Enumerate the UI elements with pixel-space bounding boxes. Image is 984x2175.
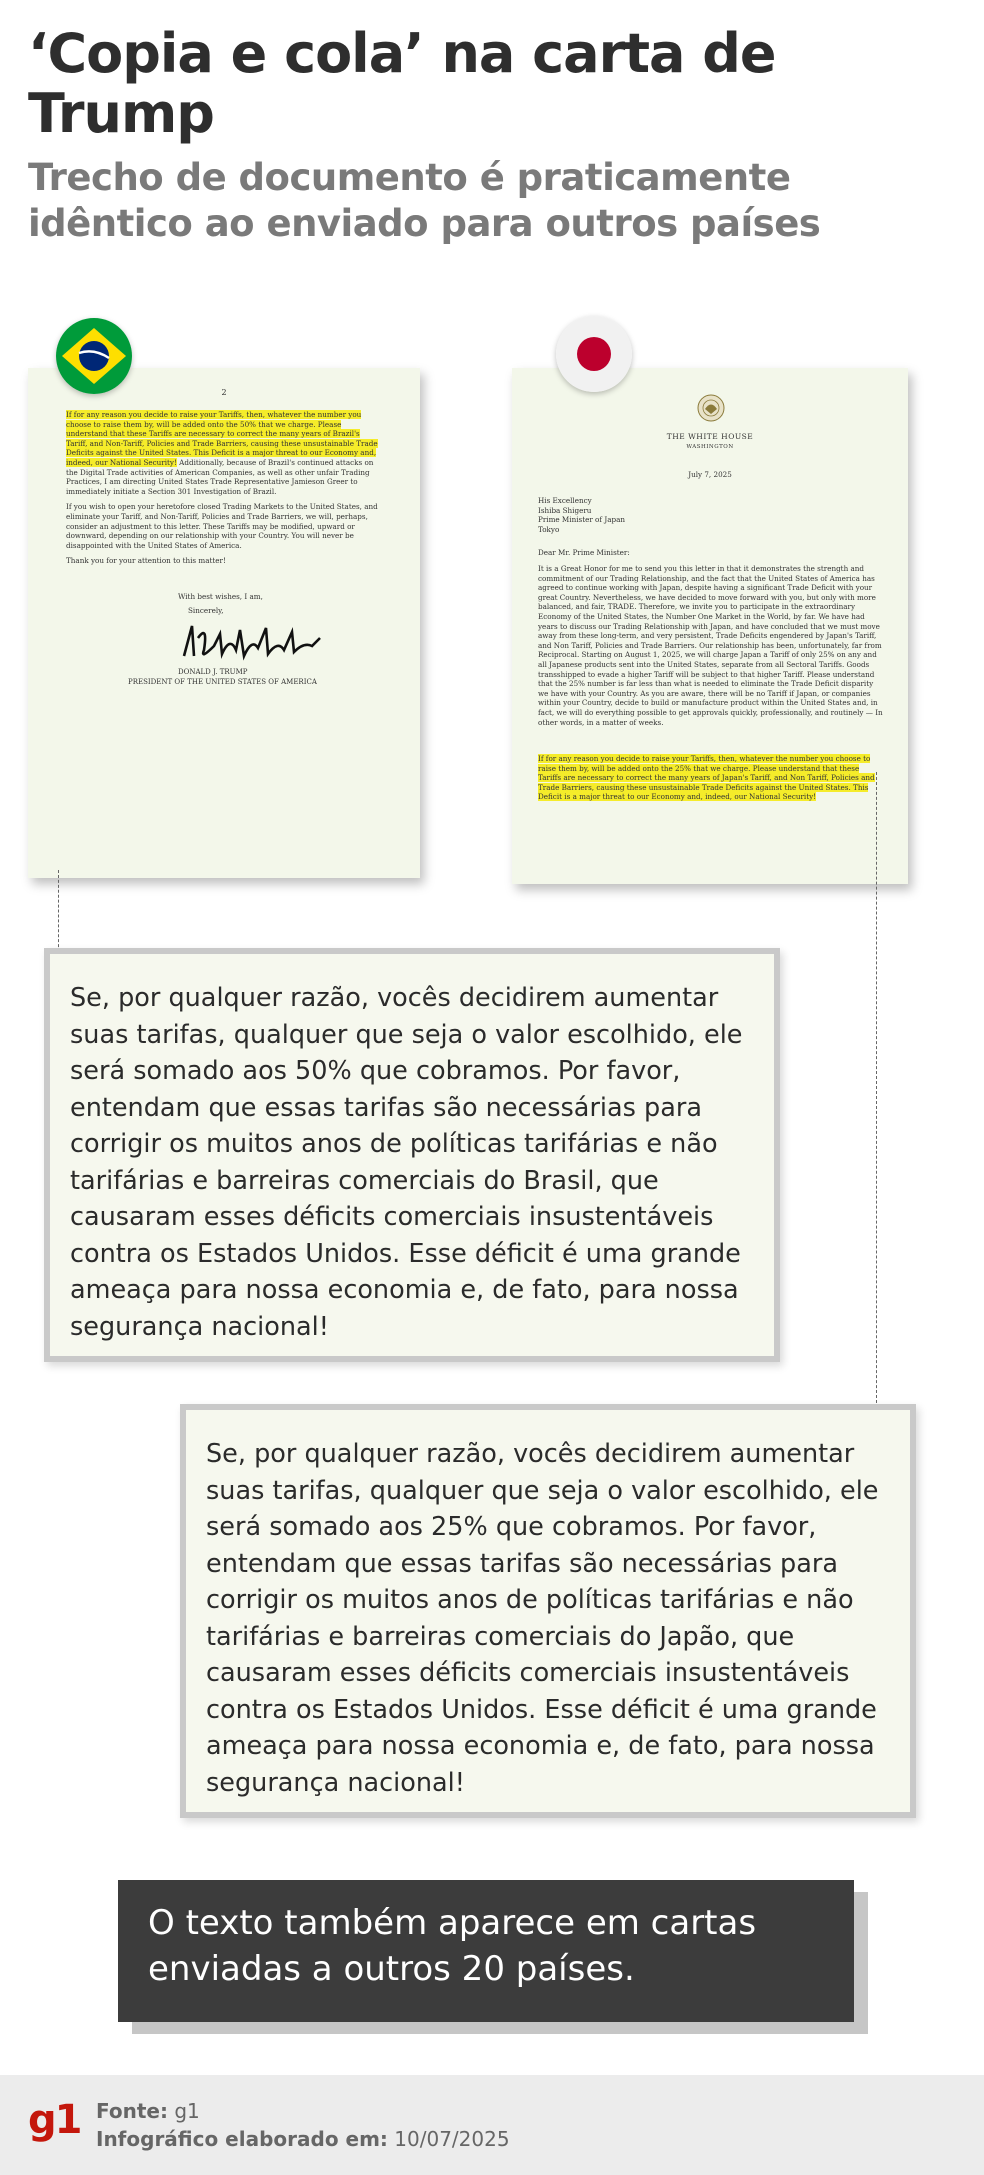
letter-closing: With best wishes, I am, xyxy=(178,592,263,601)
signer-title: PRESIDENT OF THE UNITED STATES OF AMERICA xyxy=(128,678,317,686)
translation-box-brazil: Se, por qualquer razão, vocês decidirem aumentar suas tarifas, qualquer que seja o valor escolhido, ele será somado aos 50% que cobramos. Por favor, entendam que essas tarifas são necessárias para corrigir os muitos anos de políticas tarifárias e não tarifárias e barreiras comerciais do Brasil, que causaram esses déficits comerciais insustentáveis contra os Estados Unidos. Esse déficit é uma grande ameaça para nossa economia e, de fato, para nossa segurança nacional! xyxy=(44,948,780,1362)
presidential-seal-icon xyxy=(697,394,725,422)
letter-sincerely: Sincerely, xyxy=(188,606,224,615)
callout-box: O texto também aparece em cartas enviadas a outros 20 países. xyxy=(118,1880,854,2022)
footer xyxy=(0,2075,984,2175)
date-value: 10/07/2025 xyxy=(394,2127,510,2151)
g1-logo: g1 xyxy=(28,2097,81,2143)
highlighted-passage-brazil: If for any reason you decide to raise your Tariffs, then, whatever the number you choose to raise them by, will be added onto the 50% that we charge. Please understand that these Tariffs are necessary to correct the many years of Brazil's Tariff, and Non-Tariff, Policies and Trade Barriers, causing these unsustainable Trade Deficits against the United States. This Deficit is a major threat to our Economy and, indeed, our National Security! xyxy=(66,410,378,467)
letter-japan xyxy=(512,368,908,884)
letterhead-city: WASHINGTON xyxy=(686,444,734,450)
page-subtitle: Trecho de documento é praticamente idêntico ao enviado para outros países xyxy=(28,156,821,245)
letter-salutation: Dear Mr. Prime Minister: xyxy=(538,548,630,557)
letter-text: Additionally, because of Brazil's continued attacks on the Digital Trade activities of American Companies, as well as other unfair Trading Practices, I am directing United States Trade Representative Jamieson Greer to immediately initiate a Section 301 Investigation of Brazil. xyxy=(66,457,374,496)
letter-text: If you wish to open your heretofore closed Trading Markets to the United States, and eliminate your Tariff, and Non-Tariff, Policies and Trade Barriers, we will, perhaps, consider an adjustment to this letter. These Tariffs may be modified, upward or downward, depending on our relationship with your Country. You will never be disappointed with the United States of America. xyxy=(66,502,378,550)
connector-line-japan xyxy=(876,772,877,1408)
letter-text: It is a Great Honor for me to send you this letter in that it demonstrates the strength and commitment of our Trading Relationship, and the fact that the United States of America has agreed to continue working with Japan, despite having a significant Trade Deficit with your great Country. Nevertheless, we have decided to move forward with you, but only with more balanced, and fair, TRADE. Therefore, we invite you to participate in the extraordinary Economy of the United States, the Number One Market in the World, by far. We have had years to discuss our Trading Relationship with Japan, and have concluded that we must move away from these long-term, and very persistent, Trade Deficits engendered by Japan's Tariff, and Non Tariff, Policies and Trade Barriers. Our relationship has been, unfortunately, far from Reciprocal. Starting on August 1, 2025, we will charge Japan a Tariff of only 25% on any and all Japanese products sent into the United States, separate from all Sectoral Tariffs. Goods transshipped to evade a higher Tariff will be subject to that higher Tariff. Please understand that the 25% number is far less than what is needed to eliminate the Trade Deficit disparity we have with your Country. As you are aware, there will be no Tariff if Japan, or companies within your Country, decide to build or manufacture product within the United States and, in fact, we will do everything possible to get approvals quickly, professionally, and routinely — In other words, in a matter of weeks. xyxy=(538,564,883,727)
date-line xyxy=(96,2127,510,2151)
letter-address: His Excellency Ishiba Shigeru Prime Minister of Japan Tokyo xyxy=(538,496,626,534)
letter-date: July 7, 2025 xyxy=(688,470,732,479)
letterhead: THE WHITE HOUSE xyxy=(666,432,754,441)
source-line xyxy=(96,2099,200,2123)
signer-name: DONALD J. TRUMP xyxy=(178,668,248,676)
connector-line-brazil xyxy=(58,870,59,952)
letter-text: Thank you for your attention to this matter! xyxy=(66,556,226,566)
letter-brazil xyxy=(28,368,420,878)
signature-icon xyxy=(178,616,328,666)
brazil-flag-icon xyxy=(56,318,132,394)
page-number: 2 xyxy=(221,388,227,397)
japan-flag-icon xyxy=(556,316,632,392)
translation-box-japan: Se, por qualquer razão, vocês decidirem aumentar suas tarifas, qualquer que seja o valor escolhido, ele será somado aos 25% que cobramos. Por favor, entendam que essas tarifas são necessárias para corrigir os muitos anos de políticas tarifárias e não tarifárias e barreiras comerciais do Japão, que causaram esses déficits comerciais insustentáveis contra os Estados Unidos. Esse déficit é uma grande ameaça para nossa economia e, de fato, para nossa segurança nacional! xyxy=(180,1404,916,1818)
page-title: ‘Copia e cola’ na carta de Trump xyxy=(28,22,776,145)
source-value: g1 xyxy=(174,2099,200,2123)
date-label: Infográfico elaborado em: xyxy=(96,2127,388,2151)
source-label: Fonte: xyxy=(96,2099,168,2123)
highlighted-passage-japan: If for any reason you decide to raise your Tariffs, then, whatever the number you choose to raise them by, will be added onto the 25% that we charge. Please understand that these Tariffs are necessary to correct the many years of Japan's Tariff, and Non Tariff, Policies and Trade Barriers, causing these unsustainable Trade Deficits against the United States. This Deficit is a major threat to our Economy and, indeed, our National Security! xyxy=(538,754,875,802)
